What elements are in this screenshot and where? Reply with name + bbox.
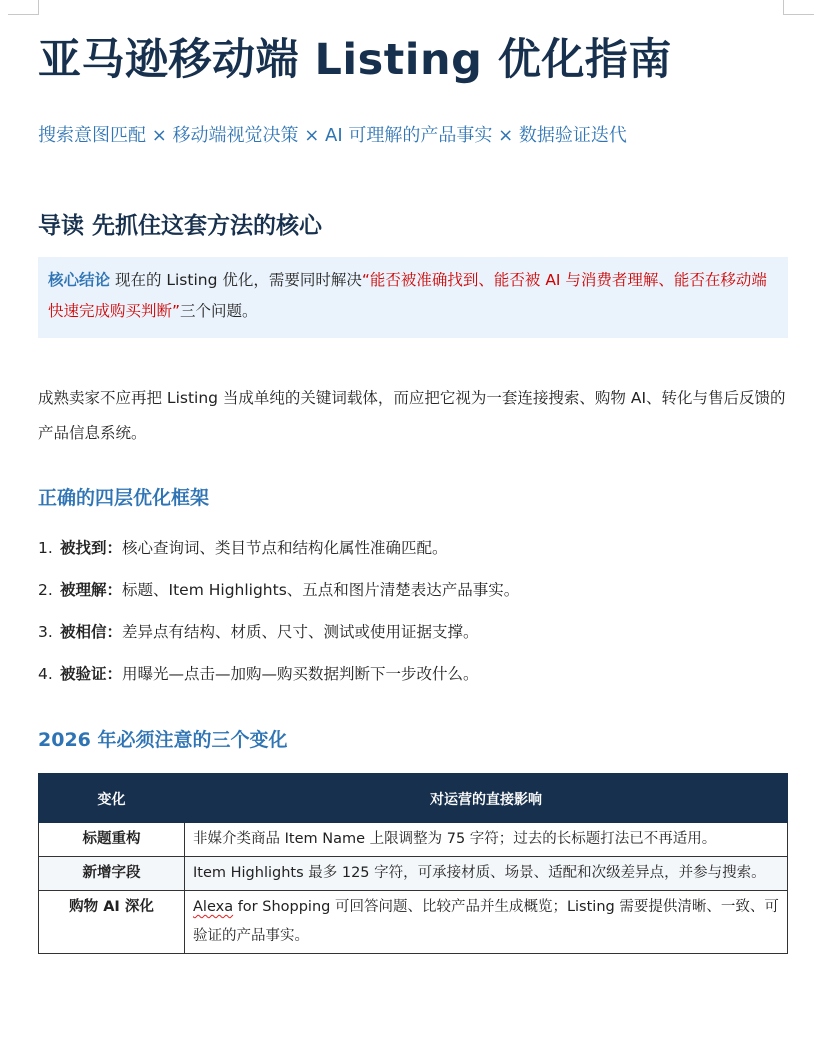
framework-list: [38, 533, 788, 701]
cell-change: 购物 AI 深化: [39, 891, 185, 954]
callout-text-end: 三个问题。: [180, 302, 258, 320]
list-number: 3.: [38, 623, 53, 641]
document-subtitle: 搜索意图匹配 × 移动端视觉决策 × AI 可理解的产品事实 × 数据验证迭代: [38, 125, 627, 146]
list-text: 标题、Item Highlights、五点和图片清楚表达产品事实。: [122, 581, 520, 599]
callout-emphasis: “能否被准确找到、能否被 AI 与消费者理解、能否在移动端快速完成购买判断”: [48, 271, 767, 320]
changes-table: [38, 773, 788, 954]
table-row: [39, 823, 788, 857]
spellcheck-word: Alexa: [193, 899, 234, 915]
page-corner-mark-right: [783, 0, 814, 15]
list-term: 被理解：: [60, 581, 123, 599]
list-number: 2.: [38, 581, 53, 599]
column-header-change: 变化: [39, 775, 185, 823]
callout-text: 现在的 Listing 优化，需要同时解决: [110, 271, 362, 289]
list-number: 1.: [38, 539, 53, 557]
intro-paragraph: 成熟卖家不应再把 Listing 当成单纯的关键词载体，而应把它视为一套连接搜索、购物 AI、转化与售后反馈的产品信息系统。: [38, 389, 786, 442]
list-text: 核心查询词、类目节点和结构化属性准确匹配。: [122, 539, 448, 557]
cell-change: 新增字段: [39, 857, 185, 891]
framework-heading: 正确的四层优化框架: [38, 487, 210, 509]
list-text: 用曝光—点击—加购—购买数据判断下一步改什么。: [122, 665, 479, 683]
cell-change: 标题重构: [39, 823, 185, 857]
cell-impact: Item Highlights 最多 125 字符，可承接材质、场景、适配和次级差异点，并参与搜索。: [185, 857, 788, 891]
list-item: [38, 533, 788, 575]
changes-heading: 2026 年必须注意的三个变化: [38, 729, 288, 751]
key-conclusion-callout: [38, 257, 788, 338]
cell-impact: [185, 891, 788, 954]
document-title: 亚马逊移动端 Listing 优化指南: [38, 35, 672, 85]
table-row: [39, 891, 788, 954]
intro-heading: 导读 先抓住这套方法的核心: [38, 213, 323, 239]
table-header-row: [39, 775, 788, 823]
list-item: [38, 659, 788, 701]
list-number: 4.: [38, 665, 53, 683]
cell-impact-text: for Shopping 可回答问题、比较产品并生成概览；Listing 需要提供清晰、一致、可验证的产品事实。: [193, 899, 779, 944]
list-term: 被找到：: [60, 539, 123, 557]
page-corner-mark-left: [8, 0, 39, 15]
list-item: [38, 617, 788, 659]
cell-impact: 非媒介类商品 Item Name 上限调整为 75 字符；过去的长标题打法已不再适用。: [185, 823, 788, 857]
list-term: 被验证：: [60, 665, 123, 683]
column-header-impact: 对运营的直接影响: [185, 775, 788, 823]
list-text: 差异点有结构、材质、尺寸、测试或使用证据支撑。: [122, 623, 479, 641]
table-row: [39, 857, 788, 891]
list-term: 被相信：: [60, 623, 123, 641]
list-item: [38, 575, 788, 617]
callout-lead: 核心结论: [48, 271, 111, 289]
